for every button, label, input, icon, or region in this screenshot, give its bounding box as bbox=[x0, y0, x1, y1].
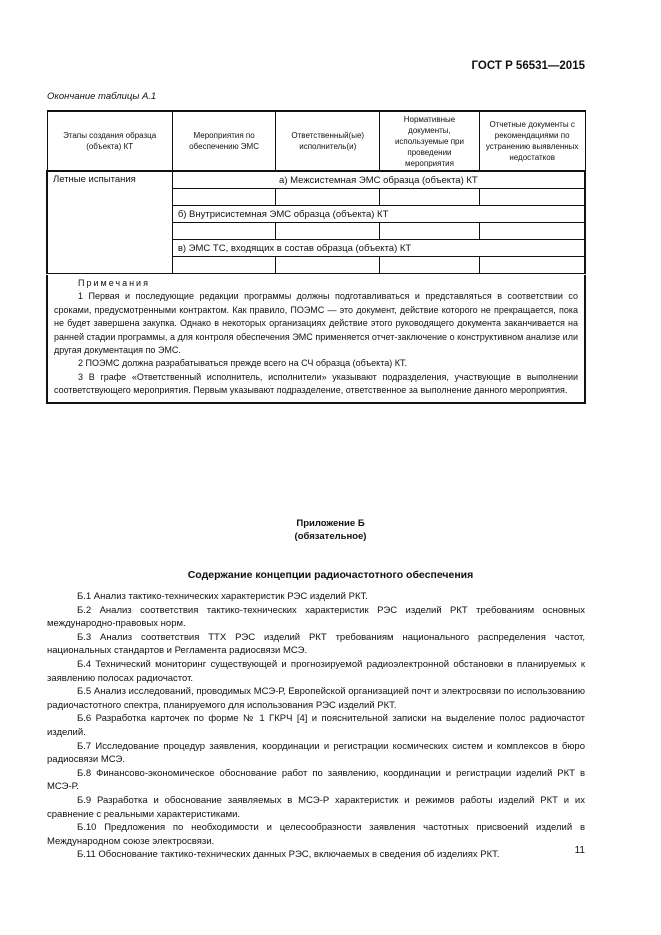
note-item: 2 ПОЭМС должна разрабатываться прежде всего на СЧ образца (объекта) КТ. bbox=[78, 358, 407, 369]
list-item: Б.9 Разработка и обоснование заявляемых в МСЭ-Р характеристик и режимов работы изделий РКТ и их сравнение с реальными характеристиками. bbox=[47, 794, 585, 820]
document-code: ГОСТ Р 56531—2015 bbox=[471, 60, 585, 72]
empty-cell bbox=[479, 223, 585, 240]
list-item: Б.3 Анализ соответствия ТТХ РЭС изделий РКТ требованиям национального распределения частот, национальных стандартов и Регламента радиосвязи МСЭ. bbox=[47, 631, 585, 657]
empty-cell bbox=[172, 223, 276, 240]
note-item: 1 Первая и последующие редакции программы должны подготавливаться и представляться в соответствии со сроками, предусмотренными контрактом. Как правило, ПОЭМС — это документ, действие которого не прекращается, пока не будет завершена закупка. Однако в некоторых организациях действие этого руководящего документа заканчивается на ранней стадии программы, а для контроля обеспечения ЭМС применяется отчет-заключение о конструктивном анализе или другая документация по ЭМС. bbox=[54, 291, 578, 356]
empty-cell bbox=[172, 257, 276, 274]
empty-cell bbox=[172, 189, 276, 206]
appendix-heading bbox=[0, 518, 661, 543]
empty-cell bbox=[380, 189, 480, 206]
list-item: Б.7 Исследование процедур заявления, координации и регистрации космических систем и комплексов в бюро радиосвязи МСЭ. bbox=[47, 740, 585, 766]
table-header-row bbox=[47, 111, 585, 171]
empty-cell bbox=[380, 223, 480, 240]
table-notes bbox=[46, 275, 586, 404]
column-header: Ответственный(ые) исполнитель(и) bbox=[276, 111, 380, 171]
column-header: Нормативные документы, используемые при проведении мероприятия bbox=[380, 111, 480, 171]
list-item: Б.8 Финансово-экономическое обоснование работ по заявлению, координации и регистрации изделий РКТ в МСЭ-Р. bbox=[47, 767, 585, 793]
column-header: Мероприятия по обеспечению ЭМС bbox=[172, 111, 276, 171]
section-row: в) ЭМС ТС, входящих в состав образца (объекта) КТ bbox=[172, 240, 585, 257]
empty-cell bbox=[380, 257, 480, 274]
list-item: Б.5 Анализ исследований, проводимых МСЭ-Р, Европейской организацией почт и электросвязи по использованию радиочастотного спектра, планируемого для использования РЭС изделий РКТ. bbox=[47, 686, 585, 711]
note-item: 3 В графе «Ответственный исполнитель, исполнители» указывают подразделения, участвующие в выполнении соответствующего мероприятия. Первым указывают подразделение, ответственное за выполнение данного мероприятия. bbox=[54, 371, 578, 396]
section-title: Содержание концепции радиочастотного обеспечения bbox=[187, 569, 474, 581]
list-item: Б.6 Разработка карточек по форме № 1 ГКРЧ [4] и пояснительной записки на выделение полос радиочастот изделий. bbox=[47, 713, 585, 738]
empty-cell bbox=[479, 189, 585, 206]
table-caption: Окончание таблицы А.1 bbox=[47, 91, 157, 102]
appendix-status: (обязательное) bbox=[294, 530, 367, 542]
list-item: Б.4 Технический мониторинг существующей и прогнозируемой радиоэлектронной обстановки в планируемых к заявлению полосах радиочастот. bbox=[47, 658, 585, 684]
appendix-items bbox=[47, 590, 585, 862]
list-item: Б.2 Анализ соответствия тактико-технических характеристик РЭС изделий РКТ требованиям основных международно-правовых норм. bbox=[47, 604, 585, 630]
page-number: 11 bbox=[574, 845, 585, 856]
section-row: а) Межсистемная ЭМС образца (объекта) КТ bbox=[172, 171, 585, 189]
section-row: б) Внутрисистемная ЭМС образца (объекта) КТ bbox=[172, 206, 585, 223]
list-item: Б.11 Обоснование тактико-технических данных РЭС, включаемых в сведения об изделиях РКТ. bbox=[77, 849, 500, 861]
empty-cell bbox=[276, 257, 380, 274]
column-header: Этапы создания образца (объекта) КТ bbox=[47, 111, 172, 171]
table-a1 bbox=[46, 110, 586, 274]
appendix-title: Приложение Б bbox=[296, 518, 365, 529]
column-header: Отчетные документы с рекомендациями по устранению выявленных недостатков bbox=[479, 111, 585, 171]
notes-title: Примечания bbox=[78, 278, 150, 288]
empty-cell bbox=[479, 257, 585, 274]
empty-cell bbox=[276, 223, 380, 240]
stage-cell: Летные испытания bbox=[47, 171, 172, 274]
empty-cell bbox=[276, 189, 380, 206]
list-item: Б.10 Предложения по необходимости и целесообразности заявления частотных присвоений изделий в Международном союзе электросвязи. bbox=[47, 822, 585, 847]
list-item: Б.1 Анализ тактико-технических характеристик РЭС изделий РКТ. bbox=[77, 591, 368, 602]
table-row bbox=[47, 171, 585, 189]
